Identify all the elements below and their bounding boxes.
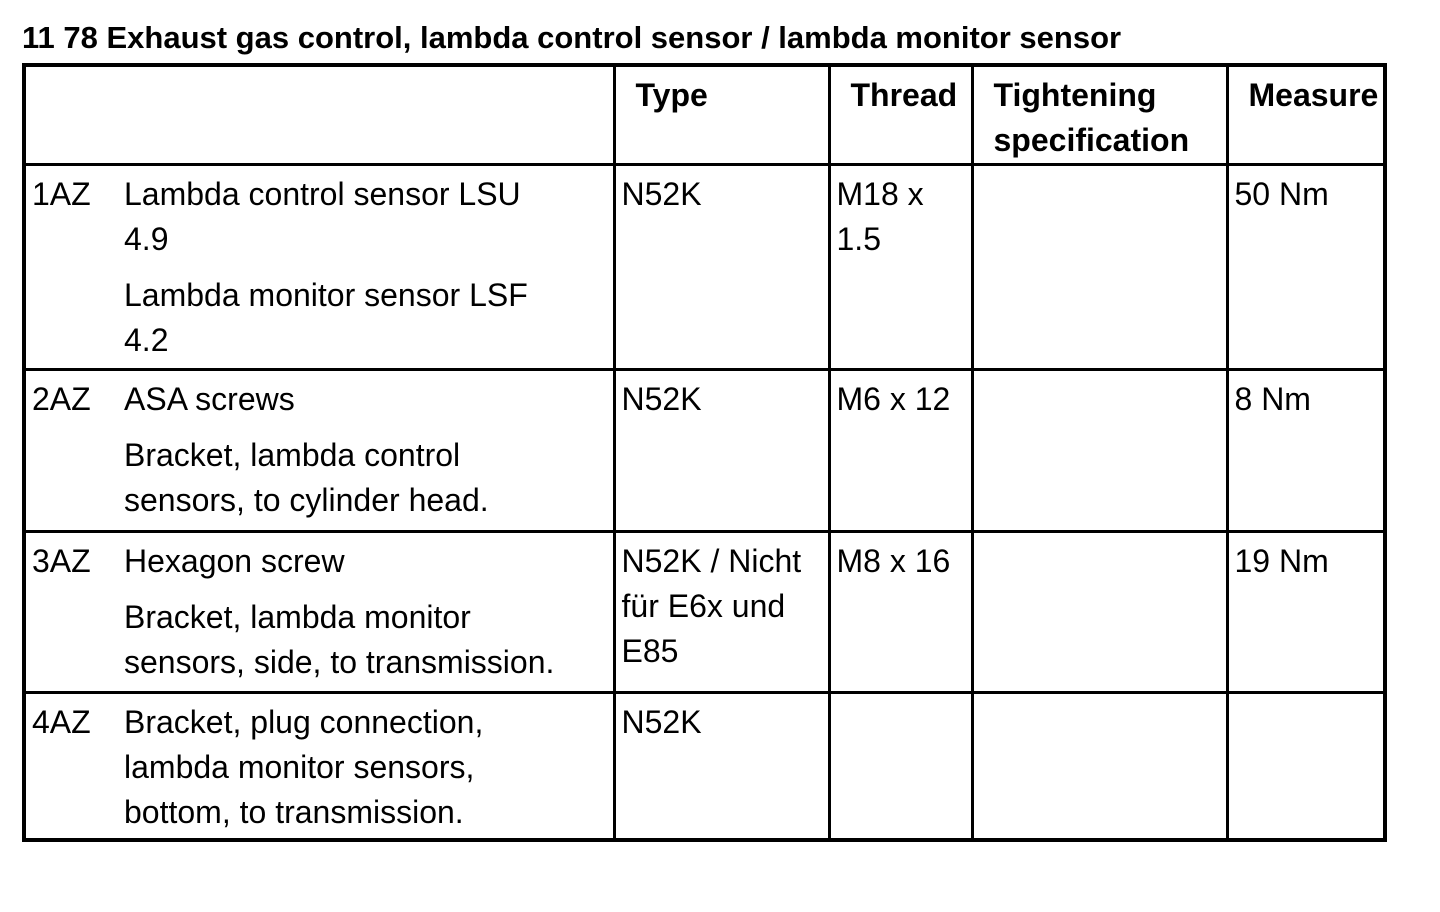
row-id: 1AZ	[32, 176, 91, 212]
cell-type: N52K	[614, 165, 829, 370]
cell-measure	[1227, 693, 1385, 840]
cell-thread: M8 x 16	[829, 532, 972, 693]
cell-type: N52K	[614, 693, 829, 840]
table-row	[24, 693, 1385, 840]
cell-type: N52K / Nicht für E6x und E85	[614, 532, 829, 693]
cell-type: N52K	[614, 370, 829, 532]
row-description	[124, 539, 568, 685]
cell-tightening	[972, 693, 1227, 840]
description-paragraph: Bracket, lambda monitor sensors, side, to transmission.	[124, 599, 555, 680]
column-header-measure: Measure	[1227, 65, 1385, 165]
description-paragraph: Lambda control sensor LSU 4.9	[124, 176, 521, 257]
table-row	[24, 532, 1385, 693]
description-paragraph: Bracket, plug connection, lambda monitor sensors, bottom, to transmission.	[124, 704, 484, 830]
description-paragraph: Lambda monitor sensor LSF 4.2	[124, 277, 528, 358]
cell-item	[24, 693, 614, 840]
cell-thread: M18 x 1.5	[829, 165, 972, 370]
cell-tightening	[972, 370, 1227, 532]
row-description	[124, 377, 568, 523]
cell-measure: 19 Nm	[1227, 532, 1385, 693]
description-paragraph: Bracket, lambda control sensors, to cylinder head.	[124, 437, 489, 518]
row-id: 2AZ	[32, 381, 91, 417]
description-paragraph: ASA screws	[124, 381, 295, 417]
row-description	[124, 172, 568, 363]
page-title: 11 78 Exhaust gas control, lambda control sensor / lambda monitor sensor	[22, 20, 1122, 55]
column-header-thread: Thread	[829, 65, 972, 165]
column-header-tightening: Tightening specification	[972, 65, 1227, 165]
header-row	[24, 65, 1385, 165]
column-header-type: Type	[614, 65, 829, 165]
cell-thread	[829, 693, 972, 840]
cell-item	[24, 532, 614, 693]
row-description	[124, 700, 568, 835]
cell-tightening	[972, 532, 1227, 693]
table-row	[24, 165, 1385, 370]
cell-measure: 50 Nm	[1227, 165, 1385, 370]
cell-tightening	[972, 165, 1227, 370]
row-id: 3AZ	[32, 543, 91, 579]
cell-measure: 8 Nm	[1227, 370, 1385, 532]
column-header-item	[24, 65, 614, 165]
cell-item	[24, 165, 614, 370]
cell-thread: M6 x 12	[829, 370, 972, 532]
torque-spec-table	[22, 63, 1387, 842]
table-row	[24, 370, 1385, 532]
cell-item	[24, 370, 614, 532]
row-id: 4AZ	[32, 704, 91, 740]
description-paragraph: Hexagon screw	[124, 543, 345, 579]
